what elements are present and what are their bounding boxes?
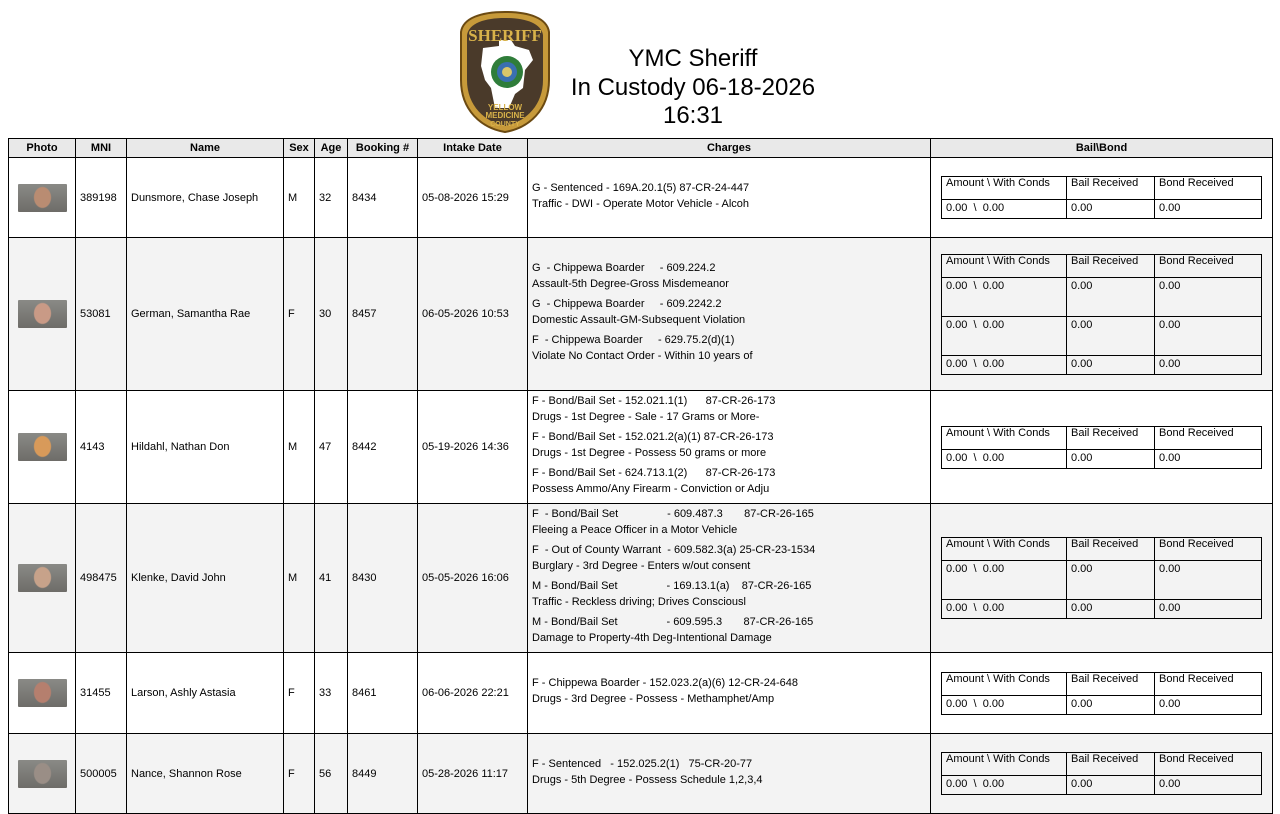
bail-amount-value: 0.00 \ 0.00 [942, 316, 1067, 355]
bond-received-header: Bond Received [1155, 177, 1262, 200]
bail-table [941, 426, 1262, 469]
bail-amount-header: Amount \ With Conds [942, 177, 1067, 200]
badge-text-line3: COUNTY [490, 121, 520, 128]
sex-cell: M [284, 391, 315, 504]
table-row [9, 734, 1273, 814]
charge-statute: M - Bond/Bail Set - 609.595.3 87-CR-26-165 [532, 616, 814, 628]
bail-header-row [942, 254, 1262, 277]
photo-cell [9, 391, 76, 504]
charge-statute: F - Chippewa Boarder - 152.023.2(a)(6) 12-CR-24-648 [532, 677, 798, 689]
page-title: YMC Sheriff [628, 45, 758, 72]
charge-description: Drugs - 5th Degree - Possess Schedule 1,2,3,4 [532, 773, 763, 786]
bail-amount-header: Amount \ With Conds [942, 254, 1067, 277]
bail-amount-header: Amount \ With Conds [942, 672, 1067, 695]
bail-header-row [942, 753, 1262, 776]
bail-amount-header: Amount \ With Conds [942, 538, 1067, 561]
intake-date-cell: 05-28-2026 11:17 [418, 734, 528, 814]
bail-received-value: 0.00 [1067, 316, 1155, 355]
charge-description: Drugs - 1st Degree - Possess 50 grams or more [532, 447, 767, 459]
charge-statute: F - Chippewa Boarder - 629.75.2(d)(1) [532, 334, 735, 346]
photo-cell [9, 653, 76, 734]
bail-amount-value: 0.00 \ 0.00 [942, 776, 1067, 795]
page-header [0, 0, 1280, 138]
bond-received-header: Bond Received [1155, 254, 1262, 277]
charge-description: Violate No Contact Order - Within 10 years of [532, 350, 753, 362]
bail-table [941, 752, 1262, 795]
mni-cell: 4143 [76, 391, 127, 504]
bail-table [941, 176, 1262, 219]
charge-statute: F - Bond/Bail Set - 624.713.1(2) 87-CR-26-173 [532, 467, 776, 479]
bond-received-header: Bond Received [1155, 426, 1262, 449]
charges-cell [528, 504, 931, 653]
header-titles [558, 44, 828, 130]
mugshot-image[interactable] [18, 679, 67, 707]
booking-cell: 8430 [348, 504, 418, 653]
charge-statute: F - Sentenced - 152.025.2(1) 75-CR-20-77 [532, 757, 753, 770]
bail-cell [931, 653, 1273, 734]
age-cell: 41 [315, 504, 348, 653]
photo-cell [9, 158, 76, 238]
bond-received-value: 0.00 [1155, 200, 1262, 219]
name-cell: Larson, Ashly Astasia [127, 653, 284, 734]
bail-table [941, 537, 1262, 619]
charge-description: Drugs - 1st Degree - Sale - 17 Grams or More- [532, 411, 760, 423]
bond-received-value: 0.00 [1155, 277, 1262, 316]
intake-date-cell: 05-08-2026 15:29 [418, 158, 528, 238]
age-cell: 47 [315, 391, 348, 504]
mni-cell: 498475 [76, 504, 127, 653]
bail-received-header: Bail Received [1067, 177, 1155, 200]
name-cell: German, Samantha Rae [127, 238, 284, 391]
charges-cell [528, 391, 931, 504]
bail-received-value: 0.00 [1067, 449, 1155, 468]
bail-received-value: 0.00 [1067, 695, 1155, 714]
bail-received-header: Bail Received [1067, 753, 1155, 776]
charge-statute: F - Bond/Bail Set - 609.487.3 87-CR-26-165 [532, 508, 814, 520]
age-cell: 56 [315, 734, 348, 814]
sex-cell: F [284, 238, 315, 391]
bail-cell [931, 734, 1273, 814]
sex-cell: M [284, 504, 315, 653]
bail-cell [931, 158, 1273, 238]
sex-cell: F [284, 734, 315, 814]
name-cell: Dunsmore, Chase Joseph [127, 158, 284, 238]
charges-cell [528, 653, 931, 734]
col-header-photo: Photo [9, 139, 76, 158]
badge-text-line2: MEDICINE [485, 111, 525, 120]
table-header-row [9, 139, 1273, 158]
charge-description: Fleeing a Peace Officer in a Motor Vehicle [532, 524, 738, 536]
booking-cell: 8457 [348, 238, 418, 391]
col-header-sex: Sex [284, 139, 315, 158]
bail-amount-value: 0.00 \ 0.00 [942, 561, 1067, 600]
bail-received-value: 0.00 [1067, 355, 1155, 374]
charge-description: Assault-5th Degree-Gross Misdemeanor [532, 278, 729, 290]
charge-statute: M - Bond/Bail Set - 169.13.1(a) 87-CR-26-165 [532, 580, 812, 592]
mugshot-image[interactable] [18, 300, 67, 328]
charge-statute: F - Bond/Bail Set - 152.021.2(a)(1) 87-CR-26-173 [532, 431, 774, 443]
bail-received-value: 0.00 [1067, 277, 1155, 316]
bail-header-row [942, 426, 1262, 449]
badge-text-top: SHERIFF [468, 26, 542, 45]
bail-table [941, 672, 1262, 715]
booking-cell: 8442 [348, 391, 418, 504]
age-cell: 32 [315, 158, 348, 238]
badge-text-line1: YELLOW [487, 103, 523, 112]
bail-amount-value: 0.00 \ 0.00 [942, 200, 1067, 219]
charge-statute: F - Out of County Warrant - 609.582.3(a) 25-CR-23-1534 [532, 544, 816, 556]
charge-description: Domestic Assault-GM-Subsequent Violation [532, 314, 746, 326]
bail-received-value: 0.00 [1067, 200, 1155, 219]
photo-cell [9, 734, 76, 814]
table-row [9, 653, 1273, 734]
booking-cell: 8434 [348, 158, 418, 238]
sheriff-badge-logo [459, 10, 551, 134]
sex-cell: M [284, 158, 315, 238]
charge-statute: G - Sentenced - 169A.20.1(5) 87-CR-24-447 [532, 181, 750, 194]
bail-received-header: Bail Received [1067, 254, 1155, 277]
bond-received-value: 0.00 [1155, 316, 1262, 355]
age-cell: 30 [315, 238, 348, 391]
custody-table [8, 138, 1273, 814]
charge-description: Traffic - DWI - Operate Motor Vehicle - Alcoh [532, 197, 750, 210]
bond-received-value: 0.00 [1155, 776, 1262, 795]
charge-description: Possess Ammo/Any Firearm - Conviction or Adju [532, 483, 770, 495]
bail-amount-header: Amount \ With Conds [942, 753, 1067, 776]
bail-cell [931, 238, 1273, 391]
mni-cell: 500005 [76, 734, 127, 814]
charges-cell [528, 158, 931, 238]
bail-value-row [942, 561, 1262, 600]
col-header-intake-date: Intake Date [418, 139, 528, 158]
bail-amount-value: 0.00 \ 0.00 [942, 449, 1067, 468]
table-row [9, 391, 1273, 504]
bail-value-row [942, 449, 1262, 468]
bail-amount-value: 0.00 \ 0.00 [942, 355, 1067, 374]
bail-cell [931, 391, 1273, 504]
bond-received-value: 0.00 [1155, 695, 1262, 714]
intake-date-cell: 06-06-2026 22:21 [418, 653, 528, 734]
intake-date-cell: 05-19-2026 14:36 [418, 391, 528, 504]
bail-received-value: 0.00 [1067, 776, 1155, 795]
bail-value-row [942, 200, 1262, 219]
booking-cell: 8461 [348, 653, 418, 734]
bail-amount-value: 0.00 \ 0.00 [942, 600, 1067, 619]
bond-received-value: 0.00 [1155, 355, 1262, 374]
col-header-age: Age [315, 139, 348, 158]
charge-description: Traffic - Reckless driving; Drives Consciousl [532, 596, 746, 608]
bail-header-row [942, 538, 1262, 561]
charge-description: Drugs - 3rd Degree - Possess - Methamphet/Amp [532, 693, 775, 705]
bail-received-header: Bail Received [1067, 426, 1155, 449]
bail-amount-value: 0.00 \ 0.00 [942, 695, 1067, 714]
mugshot-image[interactable] [18, 433, 67, 461]
name-cell: Nance, Shannon Rose [127, 734, 284, 814]
bail-value-row [942, 316, 1262, 355]
photo-cell [9, 238, 76, 391]
mugshot-image[interactable] [18, 760, 67, 788]
col-header-booking: Booking # [348, 139, 418, 158]
bail-cell [931, 504, 1273, 653]
charge-statute: G - Chippewa Boarder - 609.2242.2 [532, 298, 722, 310]
charge-statute: G - Chippewa Boarder - 609.224.2 [532, 262, 716, 274]
bail-value-row [942, 355, 1262, 374]
page-subtitle: In Custody 06-18-2026 16:31 [570, 74, 816, 129]
mugshot-image[interactable] [18, 564, 67, 592]
col-header-name: Name [127, 139, 284, 158]
bail-value-row [942, 695, 1262, 714]
charge-description: Burglary - 3rd Degree - Enters w/out consent [532, 560, 751, 572]
bail-received-value: 0.00 [1067, 561, 1155, 600]
charges-cell [528, 238, 931, 391]
photo-cell [9, 504, 76, 653]
name-cell: Hildahl, Nathan Don [127, 391, 284, 504]
intake-date-cell: 06-05-2026 10:53 [418, 238, 528, 391]
col-header-charges: Charges [528, 139, 931, 158]
bond-received-value: 0.00 [1155, 561, 1262, 600]
mugshot-image[interactable] [18, 184, 67, 212]
charges-cell [528, 734, 931, 814]
charge-description: Damage to Property-4th Deg-Intentional Damage [532, 632, 772, 644]
bail-value-row [942, 776, 1262, 795]
bail-header-row [942, 177, 1262, 200]
table-row [9, 158, 1273, 238]
col-header-bail-bond: Bail\Bond [931, 139, 1273, 158]
bond-received-value: 0.00 [1155, 600, 1262, 619]
charge-statute: F - Bond/Bail Set - 152.021.1(1) 87-CR-26-173 [532, 395, 776, 407]
bond-received-header: Bond Received [1155, 753, 1262, 776]
mni-cell: 53081 [76, 238, 127, 391]
name-cell: Klenke, David John [127, 504, 284, 653]
bond-received-header: Bond Received [1155, 672, 1262, 695]
bail-amount-header: Amount \ With Conds [942, 426, 1067, 449]
sex-cell: F [284, 653, 315, 734]
table-row [9, 238, 1273, 391]
bail-value-row [942, 600, 1262, 619]
bail-header-row [942, 672, 1262, 695]
col-header-mni: MNI [76, 139, 127, 158]
age-cell: 33 [315, 653, 348, 734]
table-row [9, 504, 1273, 653]
bail-table [941, 254, 1262, 375]
bail-value-row [942, 277, 1262, 316]
bond-received-value: 0.00 [1155, 449, 1262, 468]
mni-cell: 31455 [76, 653, 127, 734]
bail-amount-value: 0.00 \ 0.00 [942, 277, 1067, 316]
bail-received-header: Bail Received [1067, 538, 1155, 561]
bond-received-header: Bond Received [1155, 538, 1262, 561]
booking-cell: 8449 [348, 734, 418, 814]
intake-date-cell: 05-05-2026 16:06 [418, 504, 528, 653]
bail-received-value: 0.00 [1067, 600, 1155, 619]
bail-received-header: Bail Received [1067, 672, 1155, 695]
mni-cell: 389198 [76, 158, 127, 238]
